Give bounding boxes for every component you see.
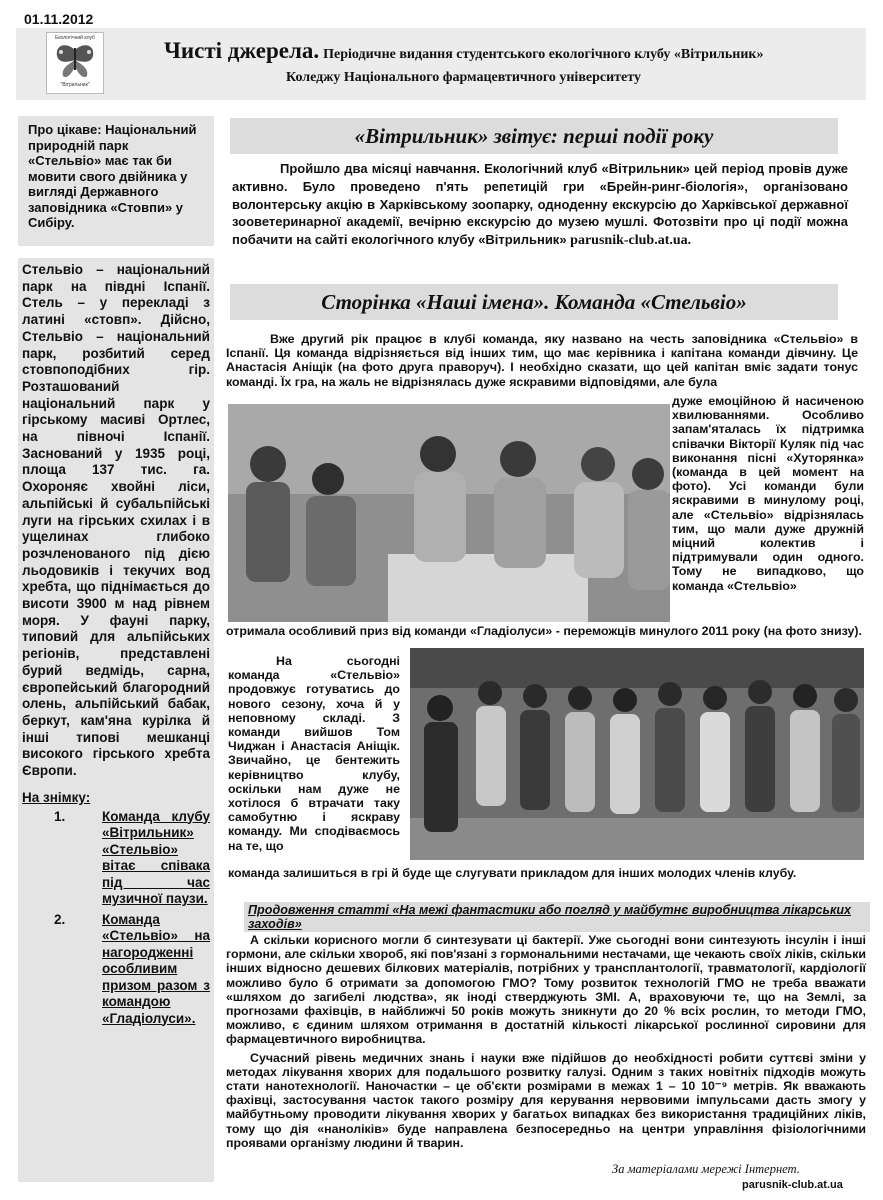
sidebar-info-box xyxy=(18,258,214,1182)
sidebar-lead-text: Про цікаве: Національний природній парк «Стельвіо» має так би мовити свого двійника у вигляді Державного заповідника «Стовпи» у Сибіру. xyxy=(28,122,197,230)
photo-caption-list xyxy=(22,809,210,1028)
photo-caption-text: Команда «Стельвіо» на нагородженні особливим призом разом з командою «Гладіолуси». xyxy=(102,911,210,1026)
photo-caption-text: Команда клубу «Вітрильник» «Стельвіо» вітає співака під час музичної паузи. xyxy=(102,808,210,906)
club-logo xyxy=(46,32,104,94)
gmo-article-paragraph-1: А скільки корисного могли б синтезувати ці бактерії. Уже сьогодні вони синтезують інсулін і інші гормони, але скільки хвороб, які пов'язані з гормональними нестачами, ще чекають своїх ліків, скільки інших відносно дешевих білкових матеріалів, потрібних у трансплантології, травматології, кардіології можливо було б отримати за допомогою ГМО? Тому розвиток технологій ГМО не треба вважати «шляхом до загибелі людства», як іноді стверджують ЗМІ. А, враховуючи те, що на Землі, за прогнозами фахівців, в найближчі 50 років можуть зникнути до 20 % всіх рослин, то методи ГМО, можливо, є єдиним шляхом отримання в достатній кількості лікарської рослинної сировини для фармацевтичного виробництва. xyxy=(226,933,866,1047)
gmo-article-body xyxy=(226,933,866,1150)
photo-caption-label: На знімку: xyxy=(22,789,91,805)
logo-caption-bottom: "Вітрильник" xyxy=(60,82,90,88)
newspaper-subtitle-2: Коледжу Національного фармацевтичного університету xyxy=(286,70,641,85)
logo-caption-top: Екологічний клуб xyxy=(55,35,95,41)
gmo-article-paragraph-2: Сучасний рівень медичних знань і науки вже підійшов до необхідності робити суттєві зміни у методах лікування хворих для подальшого розвитку галузі. Одним з таких новітніх підходів можуть стати нанотехнології. Наночастки – це об'єкти розмірами в межах 1 – 10 10⁻⁹ метрів. Як вважають фахівці, застосування часток такого розміру для керування нервовими імпульсами дасть змогу у майбутньому проводити лікування хворих у багатьох випадках без використання традиційних ліків, тому що дія «наноліків» буде направлена безпосередньо на центри управління фізіологічними проявами організму людини й тварин. xyxy=(226,1050,866,1150)
team-article-paragraph-3: отримала особливий приз від команди «Гладіолуси» - переможців минулого 2011 року (на фото знизу). xyxy=(226,624,862,638)
award-photo-image xyxy=(410,648,864,860)
team-photo-singing xyxy=(228,404,670,622)
article-heading-report: «Вітрильник» звітує: перші події року xyxy=(230,118,838,154)
continuation-heading: Продовження статті «На межі фантастики або погляд у майбутнє виробництва лікарських заходів» xyxy=(244,902,870,932)
issue-date: 01.11.2012 xyxy=(24,11,94,27)
butterfly-icon xyxy=(53,42,97,82)
masthead-line xyxy=(164,38,764,64)
club-site-link[interactable]: parusnik-club.at.ua. xyxy=(570,233,692,249)
team-article-paragraph-4: На сьогодні команда «Стельвіо» продовжує готуватись до нового сезону, хоча й у неповному складі. З команди вийшов Том Чиджан і Анастасія Аніщік. Звичайно, це бентежить керівництво клубу, оскільки нам дуже не хотілося б втрачати таку самобутню і яскраву команду. Ми сподіваємось на те, що xyxy=(228,654,400,853)
article-heading-team: Сторінка «Наші імена». Команда «Стельвіо» xyxy=(230,284,838,320)
photo-caption-number: 2. xyxy=(54,911,66,927)
photo-caption-item xyxy=(22,809,210,908)
team-article-paragraph-2: дуже емоційною й насиченою хвилюваннями. Особливо запам'яталась їх підтримка співачки Вікторії Куляк під час виконання пісні «Хуторянка» (команда в цей момент на фото). Усі команди були яскравими в минулому році, але «Стельвіо» відрізнялась тим, що мали дуже дружній міцний колектив і підтримували один одного. Тому не випадково, що команда «Стельвіо» xyxy=(672,394,864,593)
team-photo-image xyxy=(228,404,670,622)
masthead xyxy=(16,28,866,100)
sidebar-lead-box xyxy=(18,116,214,246)
team-article-paragraph-5: команда залишиться в грі й буде ще слугувати прикладом для інших молодих членів клубу. xyxy=(228,866,797,880)
newspaper-title: Чисті джерела. xyxy=(164,38,320,63)
article-source-note: За матеріалами мережі Інтернет. xyxy=(612,1162,800,1176)
team-article-paragraph-1: Вже другий рік працює в клубі команда, яку названо на честь заповідника «Стельвіо» в Іспанії. Ця команда відрізняється від інших тим, що має керівника і капітана команди дівчину. Це Анастасія Аніщік (на фото друга праворуч). І необхідно сказати, що цей капітан вміє задати тонус команді. Їх гра, на жаль не відрізнялась дуже яскравими відповідями, але була xyxy=(226,332,858,389)
article-report-text: Пройшло два місяці навчання. Екологічний клуб «Вітрильник» цей період провів дуже активно. Було проведено п'ять репетицій гри «Брейн-ринг-біологія», організовано волонтерську акцію в Харківському зоопарку, одноденну екскурсію до Харківської державної зооветеринарної академії, вечірню екскурсію до музею мушлі. Фотозвіти про ці події можна побачити на сайті екологічного клубу «Вітрильник» xyxy=(232,161,848,248)
article-report-body xyxy=(232,160,848,250)
photo-caption-number: 1. xyxy=(54,808,66,824)
photo-caption-item xyxy=(22,912,210,1028)
footer-site-link[interactable]: parusnik-club.at.ua xyxy=(742,1179,843,1191)
sidebar-park-text: Стельвіо – національний парк на півдні Іспанії. Стель – у перекладі з латині «стовп». Дійсно, Стельвіо – національний парк, розбитий серед стовпоподібних гір. Розташований національний парк у гірському масиві Ортлес, на півночі Іспанії. Заснований у 1935 році, площа 137 тис. га. Охороняє хвойні ліси, альпійські й субальпійські луги на гірських схилах і в ущелинах глибоко розчленованого під дією льодовиків і текучих вод хребта, що піднімається до висоти 3900 м над рівнем моря. У фауні парку, типовий для альпійських регіонів, представлені бурий ведмідь, сарна, європейський благородний олень, альпійський бабак, беркут, кам'яна курілка й інші типові мешканці високого гірського хребта Європи. xyxy=(22,262,210,779)
team-photo-award xyxy=(410,648,864,860)
newspaper-subtitle: Періодичне видання студентського екологічного клубу «Вітрильник» xyxy=(323,47,764,62)
